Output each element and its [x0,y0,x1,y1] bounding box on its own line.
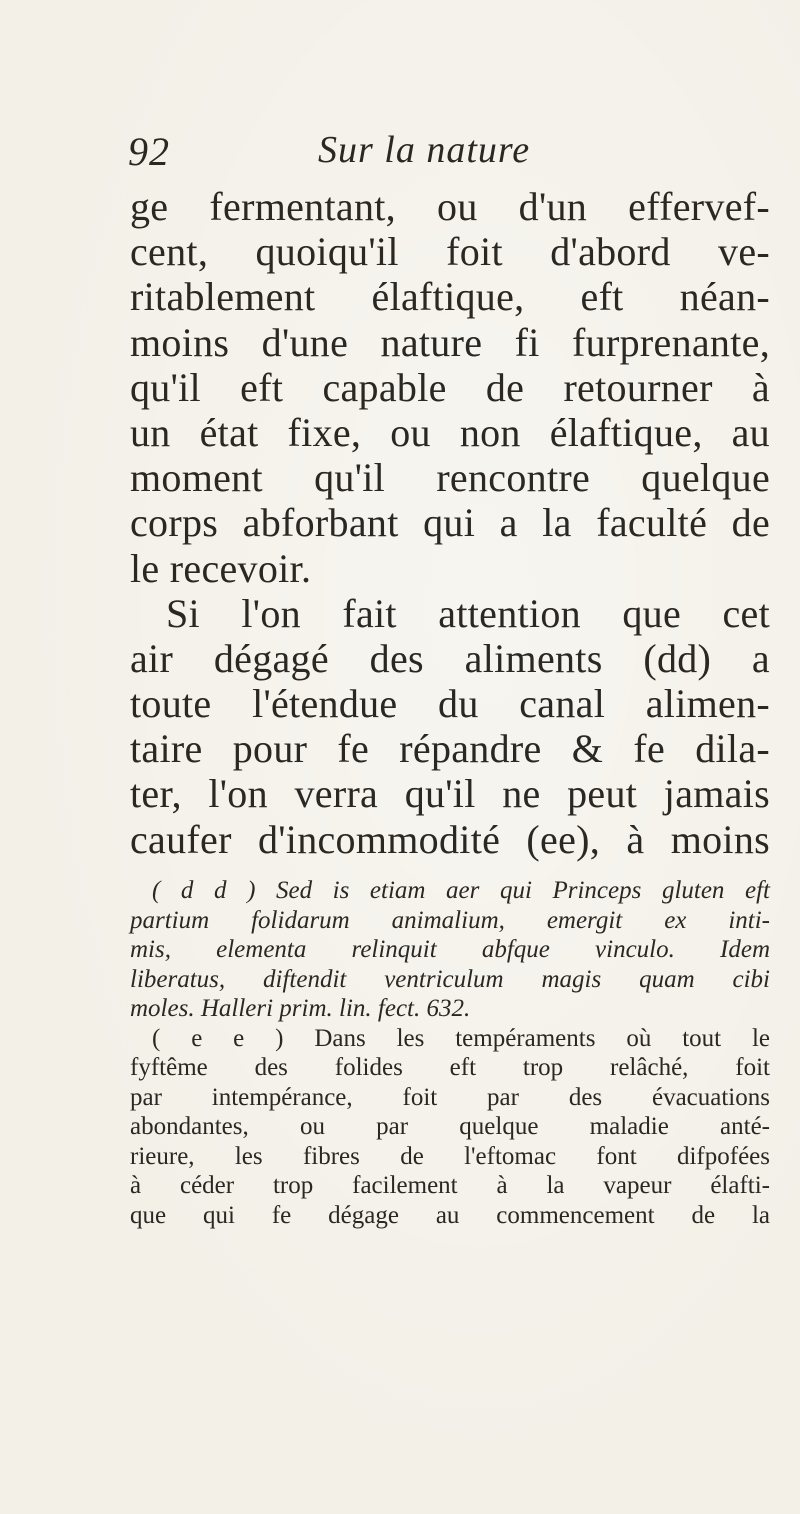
running-head: Sur la nature [318,129,531,171]
text-line: le recevoir. [130,545,312,591]
footnote-line: rieure, les fibres de l'eftomac font difpofées [130,1142,770,1170]
text-line: toute l'étendue du canal alimen- [130,681,770,727]
text-line: moment qu'il rencontre quelque [130,455,770,501]
footnote-line: par intempérance, foit par des évacuations [130,1083,770,1111]
footnote-line: partium folidarum animalium, emergit ex inti- [130,906,770,934]
footnote-line: abondantes, ou par quelque maladie anté- [130,1113,770,1140]
footnotes [130,876,770,1230]
text-line: ge fermentant, ou d'un effervef- [130,184,770,229]
footnote-line: mis, elementa relinquit abfque vinculo. Idem [130,936,770,963]
page-number: 92 [128,129,170,174]
footnote-line: ( e e ) Dans les tempéraments où tout le [152,1024,770,1052]
text-line: ritablement élaftique, eft néan- [130,274,770,320]
main-text [130,184,770,862]
footnote-line: moles. Halleri prim. lin. fect. 632. [130,995,471,1022]
text-line: moins d'une nature fi furprenante, [130,319,770,365]
text-line: un état fixe, ou non élaftique, au [130,409,770,455]
footnote-line: fyftême des folides eft trop relâché, foit [130,1054,770,1081]
footnote-line: liberatus, diftendit ventriculum magis quam cibi [130,965,770,993]
text-line: air dégagé des aliments (dd) a [130,635,770,681]
footnote-line: à céder trop facilement à la vapeur élafti- [130,1172,770,1199]
page-header [128,128,768,188]
footnote-line: ( d d ) Sed is etiam aer qui Princeps gluten eft [152,877,770,904]
text-line: cent, quoiqu'il foit d'abord ve- [130,229,770,275]
text-line: caufer d'incommodité (ee), à moins [130,816,770,862]
text-line: ter, l'on verra qu'il ne peut jamais [130,771,770,817]
footnote-line: que qui fe dégage au commencement de la [130,1201,770,1229]
text-line: qu'il eft capable de retourner à [130,364,770,410]
text-line: taire pour fe répandre & fe dila- [130,726,770,772]
text-line: Si l'on fait attention que cet [166,590,770,636]
text-line: corps abforbant qui a la faculté de [130,500,770,546]
